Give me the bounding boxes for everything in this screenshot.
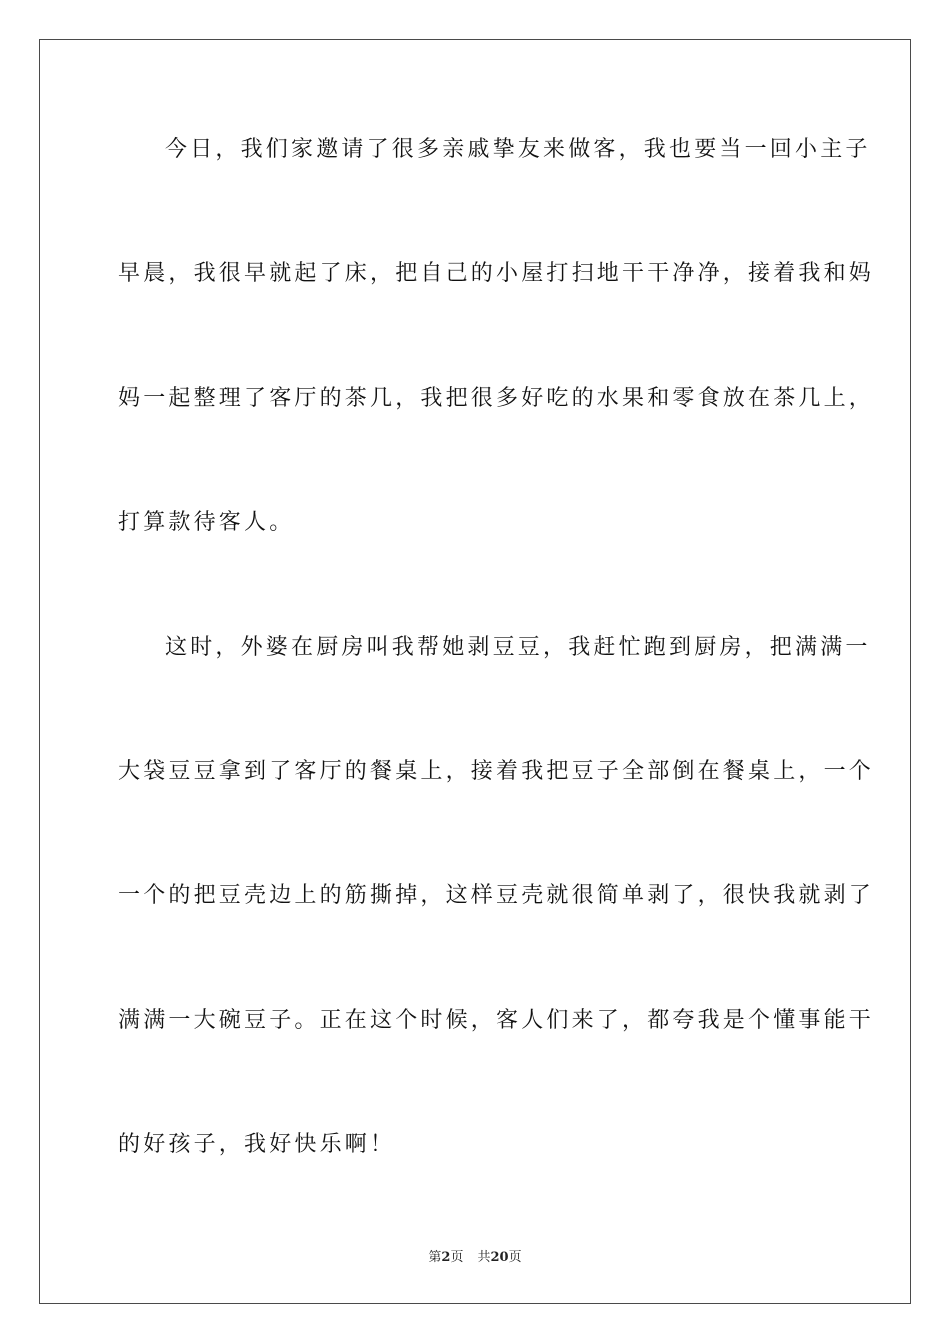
paragraph-3-line-1: 这时，外婆在厨房叫我帮她剥豆豆，我赶忙跑到厨房，把满满一 bbox=[165, 634, 871, 660]
page-prefix: 第 bbox=[428, 1250, 442, 1265]
total-page-count: 20 bbox=[490, 1250, 509, 1265]
paragraph-3-line-4: 满满一大碗豆子。正在这个时候，客人们来了，都夸我是个懂事能干 bbox=[118, 1007, 875, 1033]
page-footer bbox=[0, 1249, 950, 1267]
paragraph-3-line-5: 的好孩子，我好快乐啊！ bbox=[118, 1132, 396, 1158]
paragraph-2-line-1: 早晨，我很早就起了床，把自己的小屋打扫地干干净净，接着我和妈 bbox=[118, 261, 875, 287]
paragraph-3-line-2: 大袋豆豆拿到了客厅的餐桌上，接着我把豆子全部倒在餐桌上，一个 bbox=[118, 758, 875, 784]
paragraph-2-line-2: 妈一起整理了客厅的茶几，我把很多好吃的水果和零食放在茶几上， bbox=[118, 385, 875, 411]
page-number: 2 bbox=[441, 1250, 451, 1265]
total-prefix: 共 bbox=[477, 1250, 491, 1265]
paragraph-1-line-1: 今日，我们家邀请了很多亲戚挚友来做客，我也要当一回小主子 bbox=[165, 137, 871, 162]
page-suffix: 页 bbox=[450, 1250, 464, 1265]
paragraph-2-line-3: 打算款待客人。 bbox=[118, 510, 295, 536]
document-body bbox=[118, 128, 875, 1248]
total-suffix: 页 bbox=[508, 1250, 522, 1265]
paragraph-3-line-3: 一个的把豆壳边上的筋撕掉，这样豆壳就很简单剥了，很快我就剥了 bbox=[118, 883, 875, 909]
